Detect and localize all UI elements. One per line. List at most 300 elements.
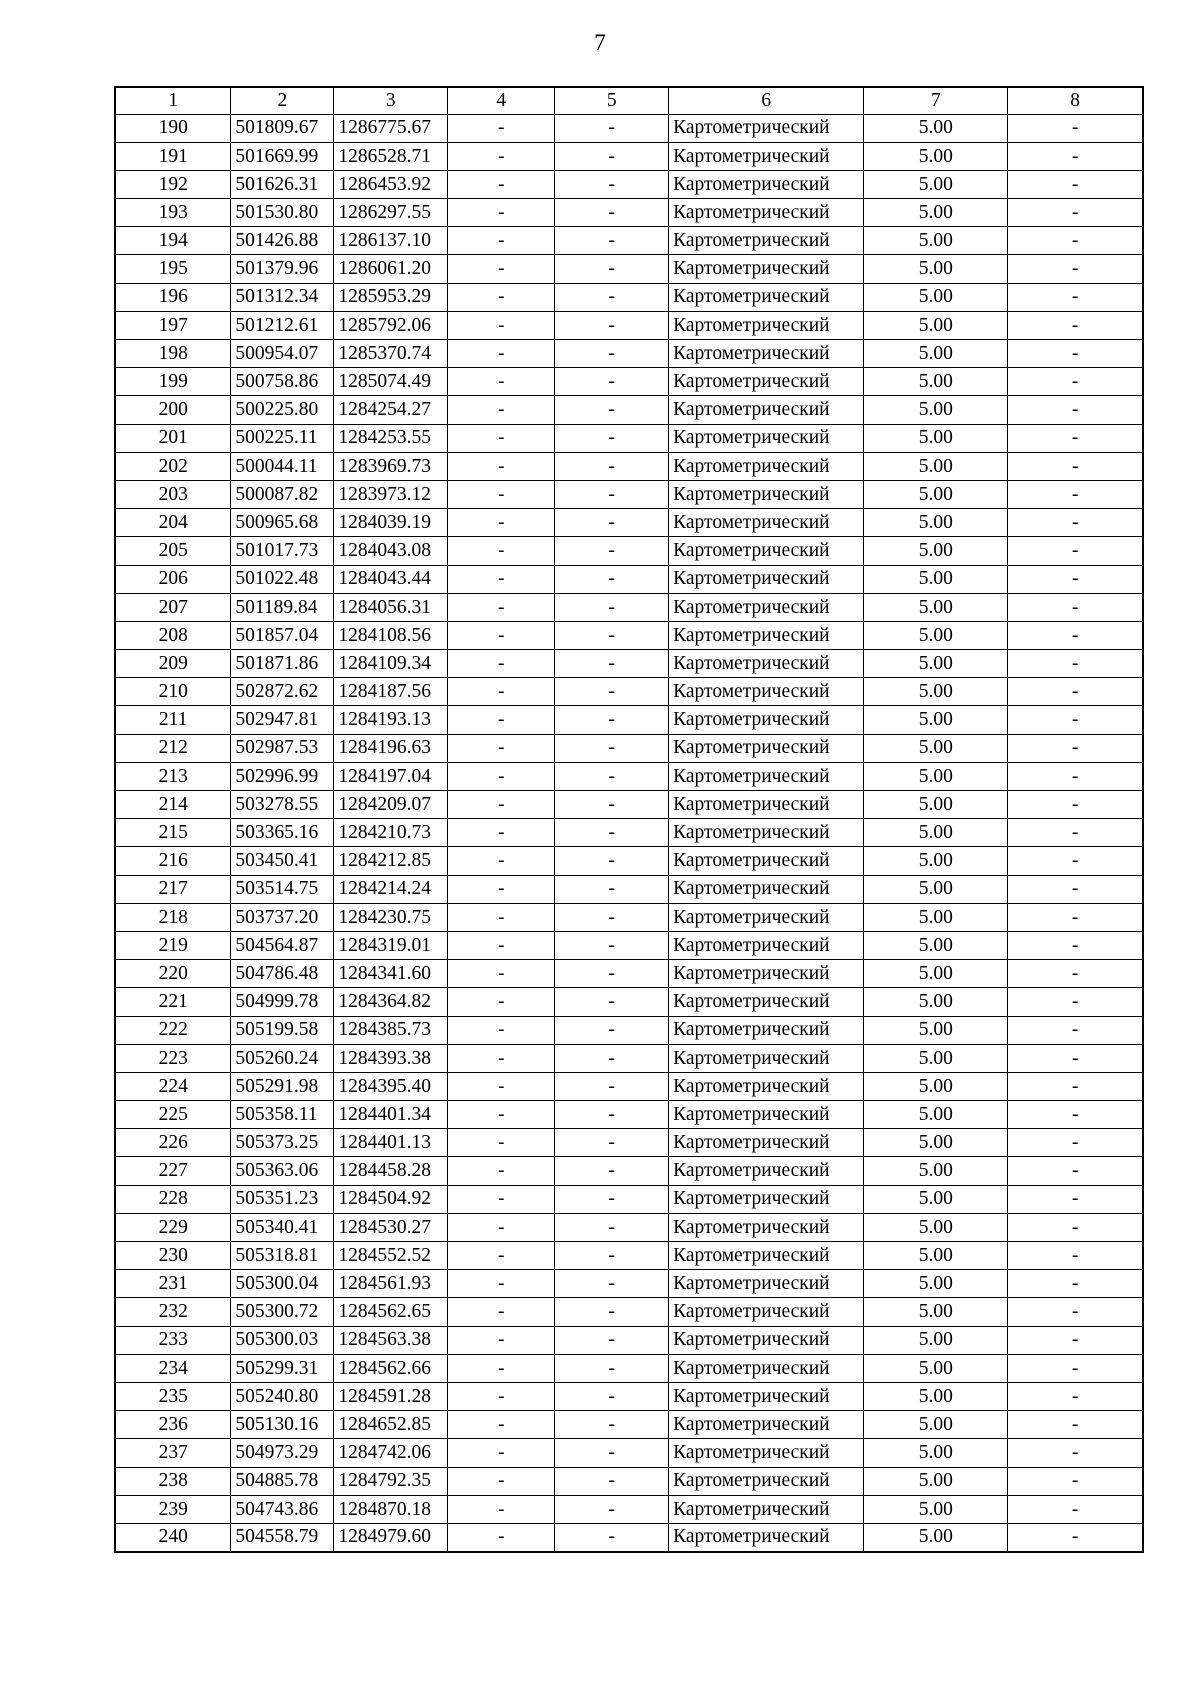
col-4-value-cell: - <box>448 706 555 734</box>
y-coordinate-cell: 1284109.34 <box>334 650 448 678</box>
y-coordinate-cell: 1286453.92 <box>334 170 448 198</box>
point-number-cell: 195 <box>115 255 231 283</box>
method-cell: Картометрический <box>669 1411 864 1439</box>
method-cell: Картометрический <box>669 142 864 170</box>
table-row <box>115 1157 1143 1185</box>
point-number-cell: 192 <box>115 170 231 198</box>
col-5-value-cell: - <box>555 199 669 227</box>
table-row <box>115 1298 1143 1326</box>
table-row <box>115 1044 1143 1072</box>
col-5-value-cell: - <box>555 114 669 142</box>
method-cell: Картометрический <box>669 1495 864 1523</box>
method-cell: Картометрический <box>669 1354 864 1382</box>
x-coordinate-cell: 501379.96 <box>231 255 334 283</box>
method-cell: Картометрический <box>669 1101 864 1129</box>
col-8-value-cell: - <box>1008 1129 1143 1157</box>
accuracy-cell: 5.00 <box>864 1382 1008 1410</box>
table-row <box>115 1411 1143 1439</box>
accuracy-cell: 5.00 <box>864 170 1008 198</box>
method-cell: Картометрический <box>669 875 864 903</box>
col-8-value-cell: - <box>1008 1467 1143 1495</box>
x-coordinate-cell: 504564.87 <box>231 931 334 959</box>
col-5-value-cell: - <box>555 1382 669 1410</box>
method-cell: Картометрический <box>669 734 864 762</box>
col-4-value-cell: - <box>448 368 555 396</box>
y-coordinate-cell: 1284504.92 <box>334 1185 448 1213</box>
table-row <box>115 1326 1143 1354</box>
x-coordinate-cell: 501017.73 <box>231 537 334 565</box>
accuracy-cell: 5.00 <box>864 1411 1008 1439</box>
y-coordinate-cell: 1284792.35 <box>334 1467 448 1495</box>
x-coordinate-cell: 505358.11 <box>231 1101 334 1129</box>
col-8-value-cell: - <box>1008 1270 1143 1298</box>
col-8-value-cell: - <box>1008 311 1143 339</box>
method-cell: Картометрический <box>669 1242 864 1270</box>
method-cell: Картометрический <box>669 509 864 537</box>
col-4-value-cell: - <box>448 537 555 565</box>
table-row <box>115 255 1143 283</box>
x-coordinate-cell: 501809.67 <box>231 114 334 142</box>
table-row <box>115 706 1143 734</box>
y-coordinate-cell: 1284043.44 <box>334 565 448 593</box>
method-cell: Картометрический <box>669 452 864 480</box>
point-number-cell: 213 <box>115 762 231 790</box>
col-4-value-cell: - <box>448 227 555 255</box>
accuracy-cell: 5.00 <box>864 1298 1008 1326</box>
y-coordinate-cell: 1284401.34 <box>334 1101 448 1129</box>
col-5-value-cell: - <box>555 762 669 790</box>
x-coordinate-cell: 503737.20 <box>231 903 334 931</box>
method-cell: Картометрический <box>669 706 864 734</box>
table-row <box>115 1495 1143 1523</box>
col-4-value-cell: - <box>448 1044 555 1072</box>
point-number-cell: 191 <box>115 142 231 170</box>
accuracy-cell: 5.00 <box>864 791 1008 819</box>
col-5-value-cell: - <box>555 1439 669 1467</box>
col-5-value-cell: - <box>555 903 669 931</box>
col-4-value-cell: - <box>448 1354 555 1382</box>
col-8-value-cell: - <box>1008 960 1143 988</box>
x-coordinate-cell: 500758.86 <box>231 368 334 396</box>
method-cell: Картометрический <box>669 650 864 678</box>
col-5-value-cell: - <box>555 396 669 424</box>
point-number-cell: 226 <box>115 1129 231 1157</box>
accuracy-cell: 5.00 <box>864 931 1008 959</box>
accuracy-cell: 5.00 <box>864 1185 1008 1213</box>
x-coordinate-cell: 501426.88 <box>231 227 334 255</box>
x-coordinate-cell: 503514.75 <box>231 875 334 903</box>
col-8-value-cell: - <box>1008 1411 1143 1439</box>
y-coordinate-cell: 1284193.13 <box>334 706 448 734</box>
accuracy-cell: 5.00 <box>864 875 1008 903</box>
table-row <box>115 170 1143 198</box>
col-8-value-cell: - <box>1008 340 1143 368</box>
accuracy-cell: 5.00 <box>864 114 1008 142</box>
table-row <box>115 734 1143 762</box>
x-coordinate-cell: 505300.03 <box>231 1326 334 1354</box>
y-coordinate-cell: 1284870.18 <box>334 1495 448 1523</box>
method-cell: Картометрический <box>669 1185 864 1213</box>
accuracy-cell: 5.00 <box>864 509 1008 537</box>
col-5-value-cell: - <box>555 537 669 565</box>
col-8-value-cell: - <box>1008 734 1143 762</box>
accuracy-cell: 5.00 <box>864 199 1008 227</box>
column-header-1: 1 <box>115 87 231 114</box>
table-row <box>115 875 1143 903</box>
col-8-value-cell: - <box>1008 593 1143 621</box>
method-cell: Картометрический <box>669 678 864 706</box>
col-8-value-cell: - <box>1008 1439 1143 1467</box>
col-8-value-cell: - <box>1008 706 1143 734</box>
point-number-cell: 208 <box>115 621 231 649</box>
x-coordinate-cell: 500087.82 <box>231 480 334 508</box>
y-coordinate-cell: 1284591.28 <box>334 1382 448 1410</box>
col-5-value-cell: - <box>555 819 669 847</box>
point-number-cell: 235 <box>115 1382 231 1410</box>
point-number-cell: 220 <box>115 960 231 988</box>
col-5-value-cell: - <box>555 593 669 621</box>
y-coordinate-cell: 1286061.20 <box>334 255 448 283</box>
col-4-value-cell: - <box>448 903 555 931</box>
col-5-value-cell: - <box>555 170 669 198</box>
col-5-value-cell: - <box>555 1185 669 1213</box>
table-row <box>115 509 1143 537</box>
accuracy-cell: 5.00 <box>864 1016 1008 1044</box>
x-coordinate-cell: 505373.25 <box>231 1129 334 1157</box>
x-coordinate-cell: 501212.61 <box>231 311 334 339</box>
col-5-value-cell: - <box>555 875 669 903</box>
y-coordinate-cell: 1284401.13 <box>334 1129 448 1157</box>
x-coordinate-cell: 501312.34 <box>231 283 334 311</box>
accuracy-cell: 5.00 <box>864 678 1008 706</box>
col-4-value-cell: - <box>448 960 555 988</box>
y-coordinate-cell: 1284108.56 <box>334 621 448 649</box>
x-coordinate-cell: 503278.55 <box>231 791 334 819</box>
x-coordinate-cell: 501857.04 <box>231 621 334 649</box>
col-8-value-cell: - <box>1008 283 1143 311</box>
accuracy-cell: 5.00 <box>864 903 1008 931</box>
point-number-cell: 236 <box>115 1411 231 1439</box>
accuracy-cell: 5.00 <box>864 452 1008 480</box>
col-8-value-cell: - <box>1008 903 1143 931</box>
y-coordinate-cell: 1284742.06 <box>334 1439 448 1467</box>
col-4-value-cell: - <box>448 199 555 227</box>
col-8-value-cell: - <box>1008 1185 1143 1213</box>
y-coordinate-cell: 1284043.08 <box>334 537 448 565</box>
accuracy-cell: 5.00 <box>864 480 1008 508</box>
accuracy-cell: 5.00 <box>864 1157 1008 1185</box>
point-number-cell: 229 <box>115 1213 231 1241</box>
accuracy-cell: 5.00 <box>864 1270 1008 1298</box>
col-8-value-cell: - <box>1008 537 1143 565</box>
col-5-value-cell: - <box>555 1411 669 1439</box>
point-number-cell: 204 <box>115 509 231 537</box>
col-4-value-cell: - <box>448 1270 555 1298</box>
col-4-value-cell: - <box>448 311 555 339</box>
col-8-value-cell: - <box>1008 847 1143 875</box>
x-coordinate-cell: 505300.72 <box>231 1298 334 1326</box>
col-5-value-cell: - <box>555 1101 669 1129</box>
col-4-value-cell: - <box>448 142 555 170</box>
accuracy-cell: 5.00 <box>864 1439 1008 1467</box>
table-row <box>115 1129 1143 1157</box>
point-number-cell: 230 <box>115 1242 231 1270</box>
col-4-value-cell: - <box>448 1382 555 1410</box>
y-coordinate-cell: 1285370.74 <box>334 340 448 368</box>
col-8-value-cell: - <box>1008 1016 1143 1044</box>
col-8-value-cell: - <box>1008 1044 1143 1072</box>
table-header <box>115 87 1143 114</box>
point-number-cell: 231 <box>115 1270 231 1298</box>
method-cell: Картометрический <box>669 1072 864 1100</box>
col-5-value-cell: - <box>555 678 669 706</box>
y-coordinate-cell: 1285074.49 <box>334 368 448 396</box>
point-number-cell: 218 <box>115 903 231 931</box>
column-header-8: 8 <box>1008 87 1143 114</box>
col-8-value-cell: - <box>1008 1242 1143 1270</box>
col-4-value-cell: - <box>448 1495 555 1523</box>
accuracy-cell: 5.00 <box>864 227 1008 255</box>
col-4-value-cell: - <box>448 678 555 706</box>
y-coordinate-cell: 1286528.71 <box>334 142 448 170</box>
point-number-cell: 201 <box>115 424 231 452</box>
table-row <box>115 340 1143 368</box>
y-coordinate-cell: 1284458.28 <box>334 1157 448 1185</box>
point-number-cell: 198 <box>115 340 231 368</box>
accuracy-cell: 5.00 <box>864 311 1008 339</box>
point-number-cell: 200 <box>115 396 231 424</box>
col-8-value-cell: - <box>1008 255 1143 283</box>
col-5-value-cell: - <box>555 847 669 875</box>
point-number-cell: 233 <box>115 1326 231 1354</box>
accuracy-cell: 5.00 <box>864 706 1008 734</box>
accuracy-cell: 5.00 <box>864 593 1008 621</box>
point-number-cell: 237 <box>115 1439 231 1467</box>
method-cell: Картометрический <box>669 1523 864 1551</box>
table-row <box>115 283 1143 311</box>
method-cell: Картометрический <box>669 819 864 847</box>
table-row <box>115 960 1143 988</box>
col-5-value-cell: - <box>555 1072 669 1100</box>
table-row <box>115 396 1143 424</box>
table-row <box>115 1523 1143 1551</box>
method-cell: Картометрический <box>669 199 864 227</box>
col-4-value-cell: - <box>448 819 555 847</box>
x-coordinate-cell: 502987.53 <box>231 734 334 762</box>
col-5-value-cell: - <box>555 1523 669 1551</box>
column-header-5: 5 <box>555 87 669 114</box>
accuracy-cell: 5.00 <box>864 368 1008 396</box>
accuracy-cell: 5.00 <box>864 424 1008 452</box>
y-coordinate-cell: 1283969.73 <box>334 452 448 480</box>
method-cell: Картометрический <box>669 762 864 790</box>
x-coordinate-cell: 501189.84 <box>231 593 334 621</box>
col-5-value-cell: - <box>555 621 669 649</box>
col-8-value-cell: - <box>1008 819 1143 847</box>
page-number: 7 <box>594 30 606 55</box>
x-coordinate-cell: 500225.80 <box>231 396 334 424</box>
method-cell: Картометрический <box>669 621 864 649</box>
x-coordinate-cell: 500965.68 <box>231 509 334 537</box>
col-4-value-cell: - <box>448 1523 555 1551</box>
x-coordinate-cell: 505291.98 <box>231 1072 334 1100</box>
table-row <box>115 819 1143 847</box>
x-coordinate-cell: 505299.31 <box>231 1354 334 1382</box>
col-8-value-cell: - <box>1008 1213 1143 1241</box>
col-8-value-cell: - <box>1008 1495 1143 1523</box>
col-4-value-cell: - <box>448 283 555 311</box>
accuracy-cell: 5.00 <box>864 1129 1008 1157</box>
x-coordinate-cell: 502947.81 <box>231 706 334 734</box>
method-cell: Картометрический <box>669 1298 864 1326</box>
point-number-cell: 197 <box>115 311 231 339</box>
accuracy-cell: 5.00 <box>864 1242 1008 1270</box>
table-row <box>115 1354 1143 1382</box>
point-number-cell: 211 <box>115 706 231 734</box>
col-4-value-cell: - <box>448 650 555 678</box>
x-coordinate-cell: 504786.48 <box>231 960 334 988</box>
table-row <box>115 452 1143 480</box>
col-5-value-cell: - <box>555 1354 669 1382</box>
method-cell: Картометрический <box>669 255 864 283</box>
table-row <box>115 199 1143 227</box>
col-8-value-cell: - <box>1008 762 1143 790</box>
accuracy-cell: 5.00 <box>864 255 1008 283</box>
col-5-value-cell: - <box>555 227 669 255</box>
method-cell: Картометрический <box>669 283 864 311</box>
col-8-value-cell: - <box>1008 1157 1143 1185</box>
col-4-value-cell: - <box>448 593 555 621</box>
table-row <box>115 621 1143 649</box>
col-5-value-cell: - <box>555 283 669 311</box>
col-8-value-cell: - <box>1008 142 1143 170</box>
y-coordinate-cell: 1284395.40 <box>334 1072 448 1100</box>
accuracy-cell: 5.00 <box>864 819 1008 847</box>
col-4-value-cell: - <box>448 988 555 1016</box>
col-8-value-cell: - <box>1008 199 1143 227</box>
col-4-value-cell: - <box>448 396 555 424</box>
method-cell: Картометрический <box>669 1467 864 1495</box>
table-row <box>115 650 1143 678</box>
x-coordinate-cell: 504558.79 <box>231 1523 334 1551</box>
point-number-cell: 225 <box>115 1101 231 1129</box>
col-8-value-cell: - <box>1008 791 1143 819</box>
col-5-value-cell: - <box>555 1129 669 1157</box>
col-4-value-cell: - <box>448 340 555 368</box>
col-4-value-cell: - <box>448 114 555 142</box>
x-coordinate-cell: 500954.07 <box>231 340 334 368</box>
method-cell: Картометрический <box>669 368 864 396</box>
x-coordinate-cell: 505240.80 <box>231 1382 334 1410</box>
point-number-cell: 196 <box>115 283 231 311</box>
y-coordinate-cell: 1284319.01 <box>334 931 448 959</box>
x-coordinate-cell: 502996.99 <box>231 762 334 790</box>
col-5-value-cell: - <box>555 706 669 734</box>
accuracy-cell: 5.00 <box>864 1495 1008 1523</box>
point-number-cell: 222 <box>115 1016 231 1044</box>
x-coordinate-cell: 502872.62 <box>231 678 334 706</box>
x-coordinate-cell: 500225.11 <box>231 424 334 452</box>
col-5-value-cell: - <box>555 424 669 452</box>
col-8-value-cell: - <box>1008 1072 1143 1100</box>
y-coordinate-cell: 1284187.56 <box>334 678 448 706</box>
col-8-value-cell: - <box>1008 1326 1143 1354</box>
point-number-cell: 228 <box>115 1185 231 1213</box>
table-row <box>115 114 1143 142</box>
method-cell: Картометрический <box>669 1157 864 1185</box>
y-coordinate-cell: 1284212.85 <box>334 847 448 875</box>
accuracy-cell: 5.00 <box>864 988 1008 1016</box>
table-row <box>115 227 1143 255</box>
accuracy-cell: 5.00 <box>864 734 1008 762</box>
col-4-value-cell: - <box>448 1467 555 1495</box>
col-5-value-cell: - <box>555 368 669 396</box>
x-coordinate-cell: 505318.81 <box>231 1242 334 1270</box>
x-coordinate-cell: 505340.41 <box>231 1213 334 1241</box>
y-coordinate-cell: 1285953.29 <box>334 283 448 311</box>
col-5-value-cell: - <box>555 1495 669 1523</box>
col-5-value-cell: - <box>555 650 669 678</box>
column-header-7: 7 <box>864 87 1008 114</box>
col-8-value-cell: - <box>1008 396 1143 424</box>
method-cell: Картометрический <box>669 1016 864 1044</box>
col-5-value-cell: - <box>555 791 669 819</box>
method-cell: Картометрический <box>669 1044 864 1072</box>
col-5-value-cell: - <box>555 931 669 959</box>
col-8-value-cell: - <box>1008 1101 1143 1129</box>
table-row <box>115 1213 1143 1241</box>
y-coordinate-cell: 1284652.85 <box>334 1411 448 1439</box>
table-row <box>115 791 1143 819</box>
col-8-value-cell: - <box>1008 988 1143 1016</box>
point-number-cell: 209 <box>115 650 231 678</box>
col-5-value-cell: - <box>555 1213 669 1241</box>
point-number-cell: 203 <box>115 480 231 508</box>
y-coordinate-cell: 1284230.75 <box>334 903 448 931</box>
accuracy-cell: 5.00 <box>864 1072 1008 1100</box>
y-coordinate-cell: 1286297.55 <box>334 199 448 227</box>
table-row <box>115 311 1143 339</box>
table-row <box>115 762 1143 790</box>
y-coordinate-cell: 1284385.73 <box>334 1016 448 1044</box>
col-4-value-cell: - <box>448 1016 555 1044</box>
table-row <box>115 931 1143 959</box>
accuracy-cell: 5.00 <box>864 762 1008 790</box>
col-4-value-cell: - <box>448 1185 555 1213</box>
col-4-value-cell: - <box>448 1129 555 1157</box>
method-cell: Картометрический <box>669 424 864 452</box>
method-cell: Картометрический <box>669 1326 864 1354</box>
col-4-value-cell: - <box>448 1411 555 1439</box>
table-body <box>115 114 1143 1552</box>
col-4-value-cell: - <box>448 875 555 903</box>
col-5-value-cell: - <box>555 255 669 283</box>
method-cell: Картометрический <box>669 1270 864 1298</box>
col-5-value-cell: - <box>555 1467 669 1495</box>
point-number-cell: 219 <box>115 931 231 959</box>
accuracy-cell: 5.00 <box>864 1523 1008 1551</box>
accuracy-cell: 5.00 <box>864 1213 1008 1241</box>
method-cell: Картометрический <box>669 791 864 819</box>
col-4-value-cell: - <box>448 1213 555 1241</box>
method-cell: Картометрический <box>669 170 864 198</box>
accuracy-cell: 5.00 <box>864 1101 1008 1129</box>
y-coordinate-cell: 1284254.27 <box>334 396 448 424</box>
col-8-value-cell: - <box>1008 424 1143 452</box>
col-8-value-cell: - <box>1008 1523 1143 1551</box>
col-8-value-cell: - <box>1008 509 1143 537</box>
point-number-cell: 207 <box>115 593 231 621</box>
